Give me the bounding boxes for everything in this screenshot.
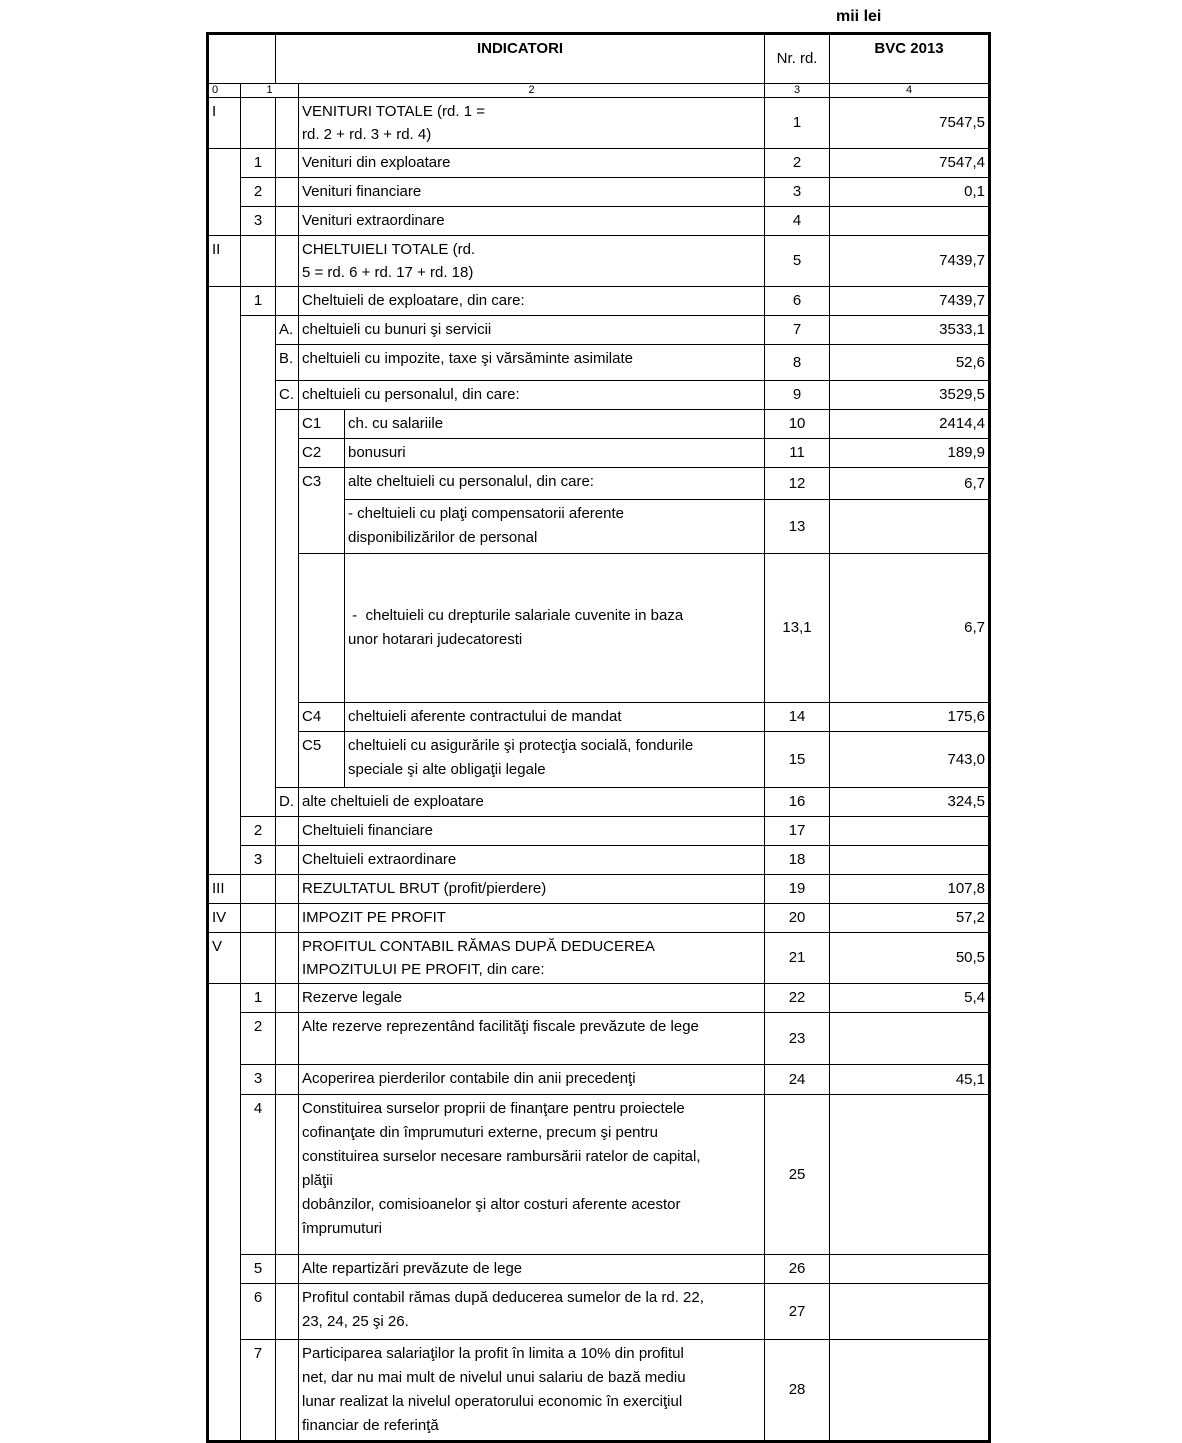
table-row	[208, 149, 990, 178]
row-value: 7439,7	[830, 236, 990, 287]
row-label: alte cheltuieli cu personalul, din care:	[345, 468, 765, 500]
table-row	[208, 817, 990, 846]
table-row	[208, 236, 990, 287]
table-row	[208, 554, 990, 703]
row-nr: 12	[765, 468, 830, 500]
col-index-0: 0	[208, 84, 241, 98]
row-sub: C.	[276, 381, 299, 410]
table-row	[208, 98, 990, 149]
row-nr: 25	[765, 1095, 830, 1255]
row-label: IMPOZIT PE PROFIT	[299, 904, 765, 933]
row-nr: 22	[765, 984, 830, 1013]
table-row	[208, 1095, 990, 1255]
row-label: Cheltuieli de exploatare, din care:	[299, 287, 765, 316]
table-row	[208, 381, 990, 410]
table-row	[208, 875, 990, 904]
row-label: Venituri extraordinare	[299, 207, 765, 236]
table-row	[208, 1340, 990, 1442]
row-sub: A.	[276, 316, 299, 345]
row-sub: D.	[276, 788, 299, 817]
row-nr: 1	[765, 98, 830, 149]
row-value: 6,7	[830, 554, 990, 703]
row-nr: 5	[765, 236, 830, 287]
col-index-1: 1	[241, 84, 299, 98]
row-nr: 13	[765, 500, 830, 554]
row-roman: V	[208, 933, 241, 984]
table-row	[208, 207, 990, 236]
row-idx: 6	[241, 1284, 276, 1340]
row-nr: 28	[765, 1340, 830, 1442]
row-value	[830, 817, 990, 846]
col-index-4: 4	[830, 84, 990, 98]
row-value	[830, 1255, 990, 1284]
row-nr: 18	[765, 846, 830, 875]
row-label: alte cheltuieli de exploatare	[299, 788, 765, 817]
row-nr: 14	[765, 703, 830, 732]
row-label: Alte repartizări prevăzute de lege	[299, 1255, 765, 1284]
row-label: PROFITUL CONTABIL RĂMAS DUPĂ DEDUCEREA IMPOZITULUI PE PROFIT, din care:	[299, 933, 765, 984]
row-label: REZULTATUL BRUT (profit/pierdere)	[299, 875, 765, 904]
table-row	[208, 984, 990, 1013]
header-nr-rd: Nr. rd.	[765, 34, 830, 84]
row-value: 7547,5	[830, 98, 990, 149]
row-nr: 13,1	[765, 554, 830, 703]
table-row	[208, 1255, 990, 1284]
row-nr: 16	[765, 788, 830, 817]
row-label: Participarea salariaţilor la profit în limita a 10% din profitul net, dar nu mai mult de nivelul unui salariu de bază mediu lunar realizat la nivelul operatorului economic în exerciţiul financiar de referinţă	[299, 1340, 765, 1442]
row-sub: B.	[276, 345, 299, 381]
table-row	[208, 410, 990, 439]
row-label: cheltuieli cu impozite, taxe şi vărsăminte asimilate	[299, 345, 765, 381]
row-label: Cheltuieli extraordinare	[299, 846, 765, 875]
row-nr: 11	[765, 439, 830, 468]
row-nr: 17	[765, 817, 830, 846]
row-idx: 1	[241, 984, 276, 1013]
row-nr: 23	[765, 1013, 830, 1065]
table-row	[208, 732, 990, 788]
row-c: C2	[299, 439, 345, 468]
row-c: C3	[299, 468, 345, 500]
row-idx: 4	[241, 1095, 276, 1255]
row-nr: 9	[765, 381, 830, 410]
row-value	[830, 500, 990, 554]
row-value: 52,6	[830, 345, 990, 381]
row-nr: 6	[765, 287, 830, 316]
row-value: 45,1	[830, 1065, 990, 1095]
row-nr: 27	[765, 1284, 830, 1340]
row-roman: III	[208, 875, 241, 904]
unit-label: mii lei	[836, 8, 882, 25]
row-label: ch. cu salariile	[345, 410, 765, 439]
row-nr: 21	[765, 933, 830, 984]
col-index-3: 3	[765, 84, 830, 98]
header-empty	[208, 34, 276, 84]
table-row	[208, 316, 990, 345]
row-label: - cheltuieli cu plaţi compensatorii aferente disponibilizărilor de personal	[345, 500, 765, 554]
row-value	[830, 207, 990, 236]
row-value: 743,0	[830, 732, 990, 788]
table-row	[208, 345, 990, 381]
row-value: 189,9	[830, 439, 990, 468]
row-value	[830, 1095, 990, 1255]
table-row	[208, 904, 990, 933]
row-label: Acoperirea pierderilor contabile din anii precedenţi	[299, 1065, 765, 1095]
row-value	[830, 1340, 990, 1442]
row-nr: 2	[765, 149, 830, 178]
row-nr: 20	[765, 904, 830, 933]
row-label: Venituri din exploatare	[299, 149, 765, 178]
row-idx: 7	[241, 1340, 276, 1442]
row-value: 0,1	[830, 178, 990, 207]
row-value: 6,7	[830, 468, 990, 500]
row-label: Rezerve legale	[299, 984, 765, 1013]
table-row	[208, 933, 990, 984]
row-label: VENITURI TOTALE (rd. 1 = rd. 2 + rd. 3 + rd. 4)	[299, 98, 765, 149]
table-row	[208, 287, 990, 316]
row-value: 2414,4	[830, 410, 990, 439]
row-nr: 15	[765, 732, 830, 788]
row-value: 3529,5	[830, 381, 990, 410]
row-idx: 3	[241, 1065, 276, 1095]
row-c: C4	[299, 703, 345, 732]
row-idx: 3	[241, 207, 276, 236]
row-value: 7547,4	[830, 149, 990, 178]
row-value: 50,5	[830, 933, 990, 984]
row-idx: 2	[241, 1013, 276, 1065]
row-idx: 2	[241, 178, 276, 207]
table-row	[208, 178, 990, 207]
row-value: 3533,1	[830, 316, 990, 345]
row-value	[830, 1284, 990, 1340]
row-c: C1	[299, 410, 345, 439]
row-value	[830, 1013, 990, 1065]
row-value: 7439,7	[830, 287, 990, 316]
row-nr: 26	[765, 1255, 830, 1284]
col-index-2: 2	[299, 84, 765, 98]
row-label: cheltuieli cu asigurările şi protecţia socială, fondurile speciale şi alte obligaţii legale	[345, 732, 765, 788]
table-row	[208, 1065, 990, 1095]
row-label: bonusuri	[345, 439, 765, 468]
row-c: C5	[299, 732, 345, 788]
table-row	[208, 439, 990, 468]
header-bvc: BVC 2013	[830, 34, 990, 84]
table-row	[208, 1284, 990, 1340]
table-row	[208, 788, 990, 817]
row-idx: 1	[241, 287, 276, 316]
row-roman: IV	[208, 904, 241, 933]
row-nr: 10	[765, 410, 830, 439]
row-nr: 24	[765, 1065, 830, 1095]
row-value: 324,5	[830, 788, 990, 817]
row-label: Venituri financiare	[299, 178, 765, 207]
row-idx: 1	[241, 149, 276, 178]
row-nr: 7	[765, 316, 830, 345]
row-label: CHELTUIELI TOTALE (rd. 5 = rd. 6 + rd. 17 + rd. 18)	[299, 236, 765, 287]
table-row	[208, 500, 990, 554]
row-label: Profitul contabil rămas după deducerea sumelor de la rd. 22, 23, 24, 25 şi 26.	[299, 1284, 765, 1340]
row-nr: 4	[765, 207, 830, 236]
row-idx: 2	[241, 817, 276, 846]
row-label: Cheltuieli financiare	[299, 817, 765, 846]
row-roman: II	[208, 236, 241, 287]
row-idx: 3	[241, 846, 276, 875]
row-value: 175,6	[830, 703, 990, 732]
row-label: Alte rezerve reprezentând facilităţi fiscale prevăzute de lege	[299, 1013, 765, 1065]
table-row	[208, 468, 990, 500]
row-idx: 5	[241, 1255, 276, 1284]
row-value	[830, 846, 990, 875]
row-value: 57,2	[830, 904, 990, 933]
row-nr: 19	[765, 875, 830, 904]
row-roman: I	[208, 98, 241, 149]
row-label: - cheltuieli cu drepturile salariale cuvenite in baza unor hotarari judecatoresti	[345, 554, 765, 703]
row-label: Constituirea surselor proprii de finanţare pentru proiectele cofinanţate din împrumuturi externe, precum şi pentru constituirea surselor necesare rambursării ratelor de capital, plăţii dobânzilor, comisioanelor şi altor costuri aferente acestor împrumuturi	[299, 1095, 765, 1255]
row-label: cheltuieli aferente contractului de mandat	[345, 703, 765, 732]
row-label: cheltuieli cu bunuri şi servicii	[299, 316, 765, 345]
row-nr: 8	[765, 345, 830, 381]
header-indicatori: INDICATORI	[276, 34, 765, 84]
budget-table	[206, 32, 991, 1443]
row-label: cheltuieli cu personalul, din care:	[299, 381, 765, 410]
row-value: 107,8	[830, 875, 990, 904]
row-nr: 3	[765, 178, 830, 207]
table-row	[208, 703, 990, 732]
row-value: 5,4	[830, 984, 990, 1013]
table-row	[208, 846, 990, 875]
table-row	[208, 1013, 990, 1065]
